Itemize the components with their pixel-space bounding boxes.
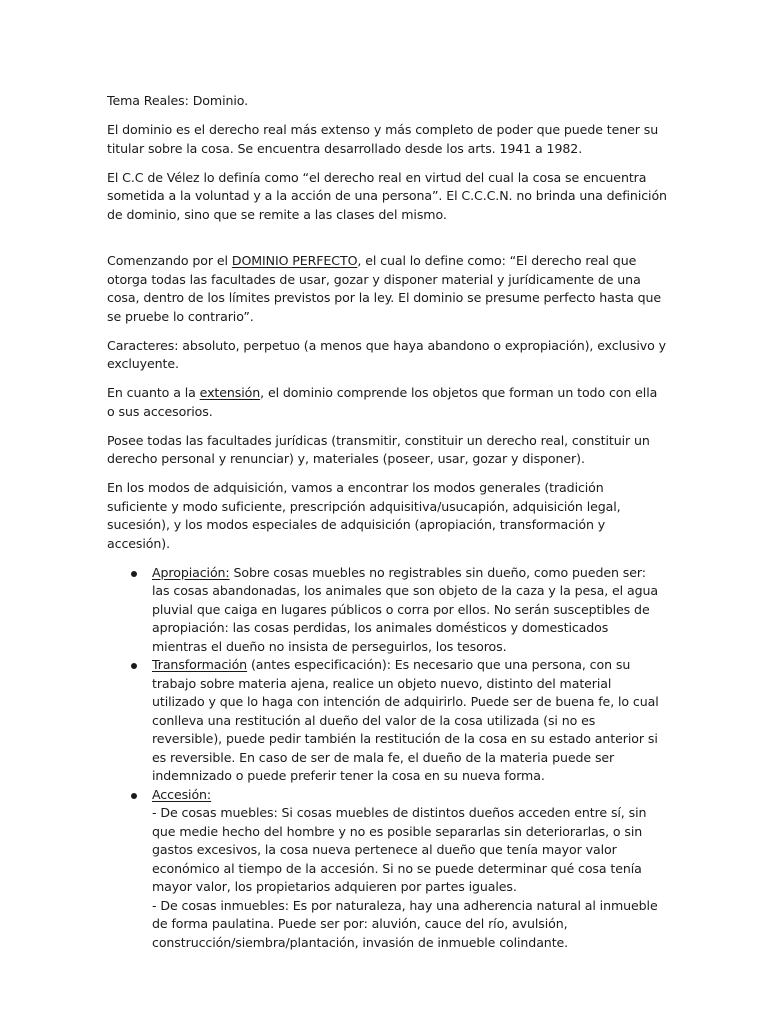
text-segment: , el dominio comprende los objetos que forman un todo con ella o sus accesorios. bbox=[107, 385, 658, 419]
list-item-text: (antes especificación): Es necesario que una persona, con su trabajo sobre materia ajena, realice un objeto nuevo, distinto del material utilizado y que lo haga con intención de adquirirlo. Puede ser de buena fe, lo cual conlleva una restitución al dueño del valor de la cosa utilizada (si no es reversible), puede pedir también la restitución de la cosa en su estado anterior si es reversible. En caso de ser de mala fe, el dueño de la materia puede ser indemnizado o puede preferir tener la cosa en su nueva forma. bbox=[152, 657, 659, 783]
paragraph-dominio-perfecto bbox=[107, 252, 667, 326]
document-page bbox=[107, 92, 667, 952]
text-segment: En cuanto a la bbox=[107, 385, 200, 400]
paragraph-extension bbox=[107, 384, 667, 421]
list-item-text: Sobre cosas muebles no registrables sin dueño, como pueden ser: las cosas abandonadas, los animales que son objeto de la caza y la pesa, el agua pluvial que caiga en lugares públicos o corra por ellos. No serán susceptibles de apropiación: las cosas perdidas, los animales domésticos y domesticados mientras el dueño no insista de perseguirlos, los tesoros. bbox=[152, 564, 658, 654]
text-segment: , el cual lo define como: “El derecho real que otorga todas las facultades de usar, gozar y disponer material y jurídicamente de una cosa, dentro de los límites previstos por la ley. El dominio se presume perfecto hasta que se pruebe lo contrario”. bbox=[107, 253, 662, 324]
document-title: Tema Reales: Dominio. bbox=[107, 93, 249, 108]
list-item-label: Accesión: bbox=[152, 786, 212, 802]
list-item-label: Transformación bbox=[152, 657, 248, 672]
list-item-transformacion bbox=[107, 656, 667, 786]
accesion-inmuebles-text: - De cosas inmuebles: Es por naturaleza, hay una adherencia natural al inmueble de forma paulatina. Puede ser por: aluvión, cauce del río, avulsión, construcción/siembra/plantación, invasión de inmueble colindante. bbox=[152, 897, 658, 950]
bullet-icon bbox=[131, 571, 137, 577]
accesion-muebles-text: - De cosas muebles: Si cosas muebles de distintos dueños acceden entre sí, sin que medie hecho del hombre y no es posible separarlas sin deteriorarlas, o sin gastos excesivos, la cosa nueva pertenece al dueño que tenía mayor valor económico al tiempo de la accesión. Si no se puede determinar qué cosa tenía mayor valor, los propietarios adquieren por partes iguales. bbox=[152, 805, 647, 894]
paragraph-velez: El C.C de Vélez lo definía como “el derecho real en virtud del cual la cosa se encuentra sometida a la voluntad y a la acción de una persona”. El C.C.C.N. no brinda una definición de dominio, sino que se remite a las clases del mismo. bbox=[107, 169, 667, 222]
paragraph-dominio-definicion: El dominio es el derecho real más extenso y más completo de poder que puede tener su titular sobre la cosa. Se encuentra desarrollado desde los arts. 1941 a 1982. bbox=[107, 122, 659, 156]
underlined-term-dominio-perfecto: DOMINIO PERFECTO bbox=[231, 253, 358, 268]
bullet-icon bbox=[131, 793, 137, 799]
paragraph-caracteres: Caracteres: absoluto, perpetuo (a menos que haya abandono o expropiación), exclusivo y excluyente. bbox=[107, 337, 666, 371]
text-segment: Comenzando por el bbox=[107, 253, 232, 268]
underlined-term-extension: extensión bbox=[199, 385, 261, 400]
bullet-icon bbox=[131, 663, 137, 669]
bullet-list bbox=[107, 564, 667, 953]
paragraph-modos-adquisicion: En los modos de adquisición, vamos a encontrar los modos generales (tradición suficiente y modo suficiente, prescripción adquisitiva/usucapión, adquisición legal, sucesión), y los modos especiales de adquisición (apropiación, transformación y accesión). bbox=[107, 480, 621, 551]
list-item-label: Apropiación: bbox=[152, 564, 230, 580]
list-item-accesion bbox=[107, 786, 667, 953]
list-item-apropiacion bbox=[107, 564, 667, 657]
paragraph-facultades: Posee todas las facultades jurídicas (transmitir, constituir un derecho real, constituir un derecho personal y renunciar) y, materiales (poseer, usar, gozar y disponer). bbox=[107, 432, 650, 466]
